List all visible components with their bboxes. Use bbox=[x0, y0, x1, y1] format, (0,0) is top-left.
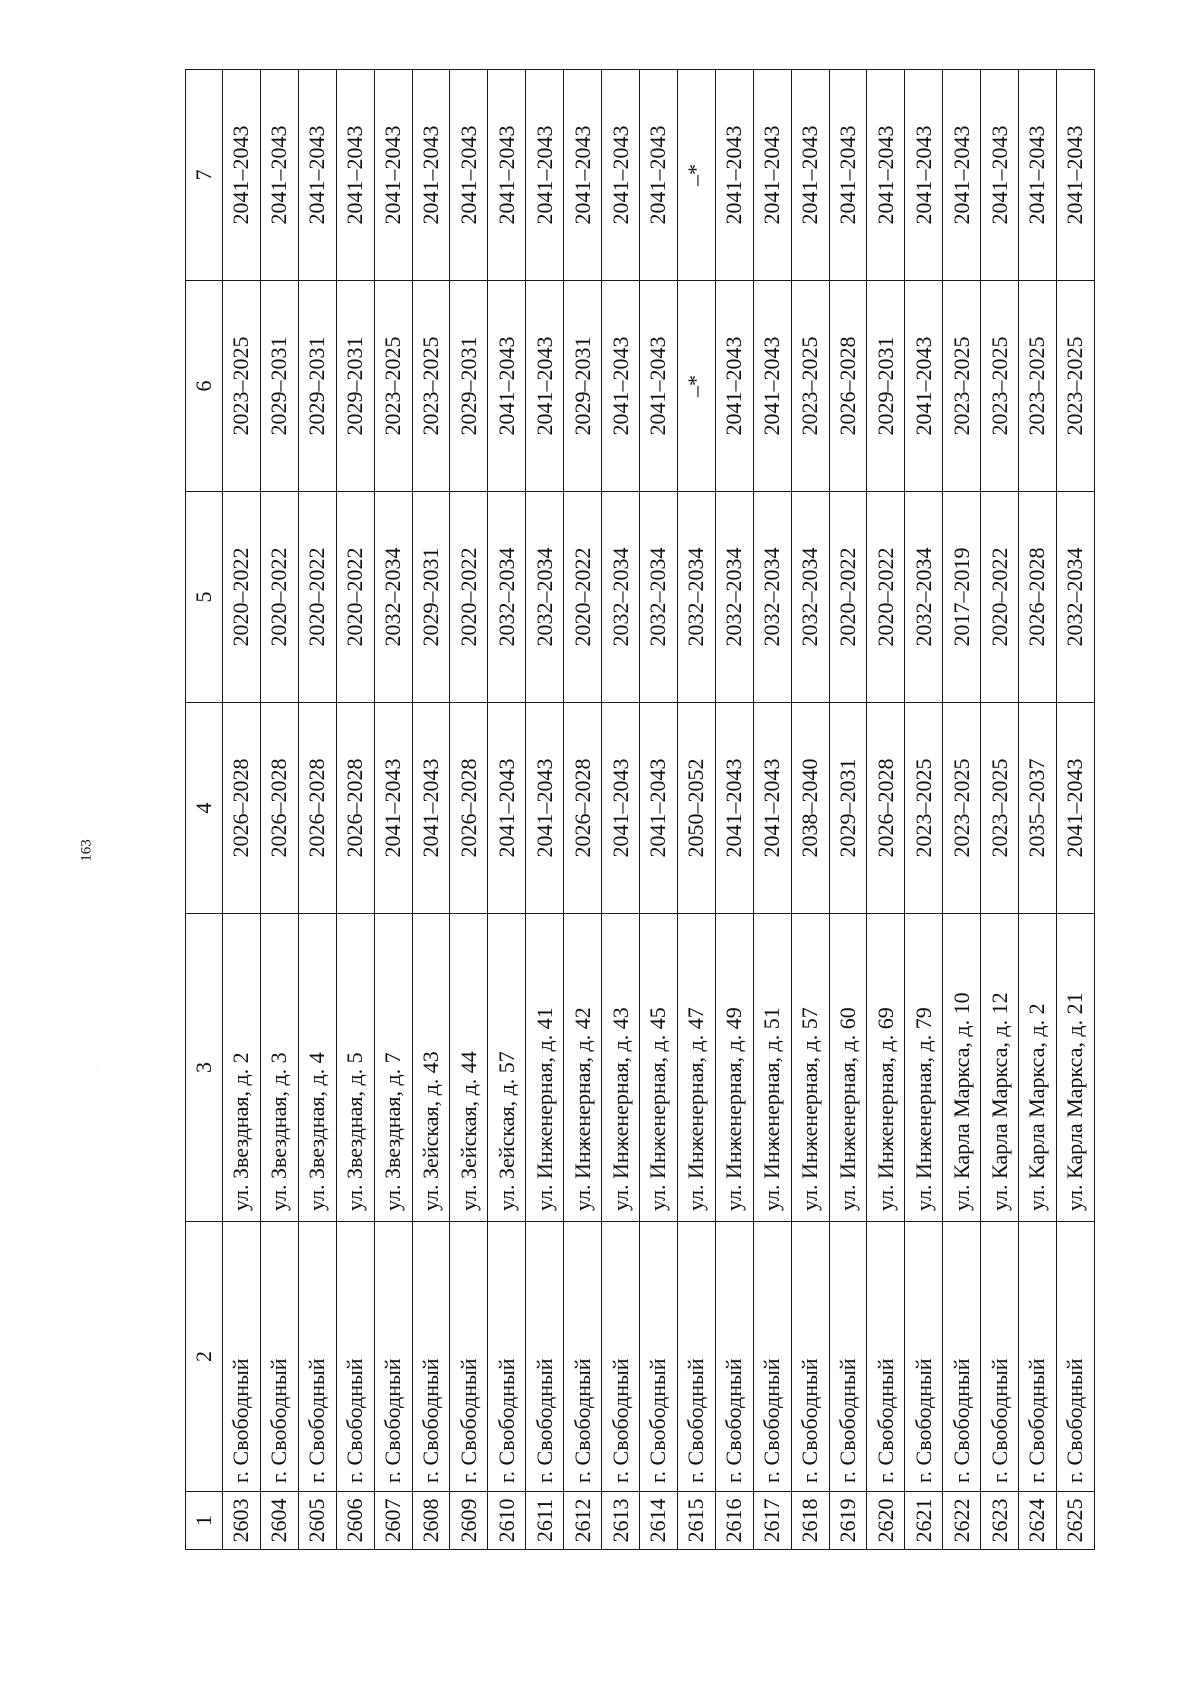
city-cell: г. Свободный bbox=[450, 1222, 488, 1492]
period-cell-4: 2026–2028 bbox=[336, 703, 374, 914]
period-cell-4: 2029–2031 bbox=[829, 703, 867, 914]
period-cell-7: 2041–2043 bbox=[526, 70, 564, 281]
period-cell-6: 2029–2031 bbox=[298, 281, 336, 492]
data-table bbox=[185, 69, 1095, 1550]
address-cell: ул. Инженерная, д. 60 bbox=[829, 914, 867, 1222]
column-header-3: 3 bbox=[186, 914, 223, 1222]
city-cell: г. Свободный bbox=[488, 1222, 526, 1492]
address-cell: ул. Карла Маркса, д. 21 bbox=[1056, 914, 1094, 1222]
city-cell: г. Свободный bbox=[791, 1222, 829, 1492]
period-cell-4: 2023–2025 bbox=[981, 703, 1019, 914]
period-cell-7: 2041–2043 bbox=[943, 70, 981, 281]
row-number: 2612 bbox=[564, 1492, 602, 1550]
period-cell-5: 2020–2022 bbox=[260, 492, 298, 703]
table-row bbox=[336, 70, 374, 1550]
address-cell: ул. Зейская, д. 44 bbox=[450, 914, 488, 1222]
table-row bbox=[943, 70, 981, 1550]
period-cell-4: 2041–2043 bbox=[526, 703, 564, 914]
column-header-1: 1 bbox=[186, 1492, 223, 1550]
period-cell-6: 2023–2025 bbox=[1019, 281, 1057, 492]
row-number: 2615 bbox=[677, 1492, 715, 1550]
period-cell-5: 2020–2022 bbox=[867, 492, 905, 703]
period-cell-6: 2029–2031 bbox=[564, 281, 602, 492]
period-cell-4: 2050–2052 bbox=[677, 703, 715, 914]
row-number: 2604 bbox=[260, 1492, 298, 1550]
row-number: 2606 bbox=[336, 1492, 374, 1550]
period-cell-5: 2032–2034 bbox=[526, 492, 564, 703]
period-cell-4: 2026–2028 bbox=[223, 703, 261, 914]
period-cell-6: 2029–2031 bbox=[336, 281, 374, 492]
address-cell: ул. Инженерная, д. 51 bbox=[753, 914, 791, 1222]
period-cell-6: 2041–2043 bbox=[753, 281, 791, 492]
period-cell-5: 2020–2022 bbox=[298, 492, 336, 703]
period-cell-5: 2032–2034 bbox=[677, 492, 715, 703]
table-row bbox=[488, 70, 526, 1550]
column-header-6: 6 bbox=[186, 281, 223, 492]
period-cell-4: 2026–2028 bbox=[260, 703, 298, 914]
period-cell-7: 2041–2043 bbox=[1019, 70, 1057, 281]
period-cell-6: 2029–2031 bbox=[867, 281, 905, 492]
period-cell-7: 2041–2043 bbox=[753, 70, 791, 281]
period-cell-6: 2041–2043 bbox=[488, 281, 526, 492]
address-cell: ул. Инженерная, д. 69 bbox=[867, 914, 905, 1222]
city-cell: г. Свободный bbox=[374, 1222, 412, 1492]
period-cell-7: 2041–2043 bbox=[298, 70, 336, 281]
period-cell-7: 2041–2043 bbox=[602, 70, 640, 281]
period-cell-7: 2041–2043 bbox=[223, 70, 261, 281]
table-row bbox=[677, 70, 715, 1550]
period-cell-5: 2032–2034 bbox=[602, 492, 640, 703]
period-cell-7: 2041–2043 bbox=[981, 70, 1019, 281]
address-cell: ул. Инженерная, д. 42 bbox=[564, 914, 602, 1222]
period-cell-6: 2023–2025 bbox=[412, 281, 450, 492]
period-cell-4: 2041–2043 bbox=[753, 703, 791, 914]
period-cell-7: 2041–2043 bbox=[450, 70, 488, 281]
table-row bbox=[374, 70, 412, 1550]
city-cell: г. Свободный bbox=[677, 1222, 715, 1492]
period-cell-6: –* bbox=[677, 281, 715, 492]
period-cell-5: 2020–2022 bbox=[564, 492, 602, 703]
period-cell-7: 2041–2043 bbox=[412, 70, 450, 281]
column-header-2: 2 bbox=[186, 1222, 223, 1492]
table-header-row bbox=[186, 70, 223, 1550]
address-cell: ул. Звездная, д. 4 bbox=[298, 914, 336, 1222]
period-cell-4: 2041–2043 bbox=[488, 703, 526, 914]
address-cell: ул. Звездная, д. 2 bbox=[223, 914, 261, 1222]
city-cell: г. Свободный bbox=[905, 1222, 943, 1492]
address-cell: ул. Инженерная, д. 57 bbox=[791, 914, 829, 1222]
address-cell: ул. Звездная, д. 3 bbox=[260, 914, 298, 1222]
period-cell-6: 2023–2025 bbox=[791, 281, 829, 492]
city-cell: г. Свободный bbox=[829, 1222, 867, 1492]
period-cell-7: 2041–2043 bbox=[829, 70, 867, 281]
address-cell: ул. Звездная, д. 5 bbox=[336, 914, 374, 1222]
period-cell-6: 2023–2025 bbox=[223, 281, 261, 492]
table-row bbox=[1056, 70, 1094, 1550]
row-number: 2611 bbox=[526, 1492, 564, 1550]
period-cell-6: 2041–2043 bbox=[526, 281, 564, 492]
table-row bbox=[260, 70, 298, 1550]
row-number: 2610 bbox=[488, 1492, 526, 1550]
period-cell-7: 2041–2043 bbox=[564, 70, 602, 281]
address-cell: ул. Инженерная, д. 47 bbox=[677, 914, 715, 1222]
address-cell: ул. Карла Маркса, д. 2 bbox=[1019, 914, 1057, 1222]
city-cell: г. Свободный bbox=[298, 1222, 336, 1492]
period-cell-7: 2041–2043 bbox=[905, 70, 943, 281]
city-cell: г. Свободный bbox=[602, 1222, 640, 1492]
period-cell-4: 2023–2025 bbox=[943, 703, 981, 914]
period-cell-5: 2032–2034 bbox=[374, 492, 412, 703]
address-cell: ул. Инженерная, д. 49 bbox=[715, 914, 753, 1222]
table-row bbox=[829, 70, 867, 1550]
period-cell-4: 2026–2028 bbox=[564, 703, 602, 914]
city-cell: г. Свободный bbox=[412, 1222, 450, 1492]
period-cell-5: 2032–2034 bbox=[791, 492, 829, 703]
period-cell-6: 2026–2028 bbox=[829, 281, 867, 492]
address-cell: ул. Инженерная, д. 79 bbox=[905, 914, 943, 1222]
table-row bbox=[753, 70, 791, 1550]
period-cell-5: 2032–2034 bbox=[753, 492, 791, 703]
row-number: 2621 bbox=[905, 1492, 943, 1550]
column-header-4: 4 bbox=[186, 703, 223, 914]
city-cell: г. Свободный bbox=[715, 1222, 753, 1492]
column-header-5: 5 bbox=[186, 492, 223, 703]
table-row bbox=[981, 70, 1019, 1550]
table-row bbox=[223, 70, 261, 1550]
table-row bbox=[412, 70, 450, 1550]
address-cell: ул. Инженерная, д. 45 bbox=[639, 914, 677, 1222]
period-cell-4: 2041–2043 bbox=[639, 703, 677, 914]
city-cell: г. Свободный bbox=[336, 1222, 374, 1492]
table-row bbox=[867, 70, 905, 1550]
row-number: 2613 bbox=[602, 1492, 640, 1550]
period-cell-5: 2020–2022 bbox=[223, 492, 261, 703]
period-cell-4: 2041–2043 bbox=[715, 703, 753, 914]
period-cell-5: 2026–2028 bbox=[1019, 492, 1057, 703]
period-cell-7: 2041–2043 bbox=[791, 70, 829, 281]
table-container bbox=[185, 70, 1095, 1550]
row-number: 2619 bbox=[829, 1492, 867, 1550]
city-cell: г. Свободный bbox=[867, 1222, 905, 1492]
period-cell-4: 2026–2028 bbox=[450, 703, 488, 914]
period-cell-4: 2041–2043 bbox=[412, 703, 450, 914]
table-row bbox=[905, 70, 943, 1550]
period-cell-5: 2029–2031 bbox=[412, 492, 450, 703]
period-cell-7: 2041–2043 bbox=[867, 70, 905, 281]
period-cell-5: 2032–2034 bbox=[905, 492, 943, 703]
column-header-7: 7 bbox=[186, 70, 223, 281]
period-cell-5: 2017–2019 bbox=[943, 492, 981, 703]
period-cell-4: 2041–2043 bbox=[374, 703, 412, 914]
period-cell-4: 2041–2043 bbox=[1056, 703, 1094, 914]
city-cell: г. Свободный bbox=[223, 1222, 261, 1492]
city-cell: г. Свободный bbox=[639, 1222, 677, 1492]
period-cell-7: 2041–2043 bbox=[715, 70, 753, 281]
row-number: 2616 bbox=[715, 1492, 753, 1550]
period-cell-6: 2041–2043 bbox=[905, 281, 943, 492]
table-row bbox=[298, 70, 336, 1550]
period-cell-7: 2041–2043 bbox=[1056, 70, 1094, 281]
period-cell-6: 2023–2025 bbox=[374, 281, 412, 492]
row-number: 2614 bbox=[639, 1492, 677, 1550]
table-row bbox=[715, 70, 753, 1550]
period-cell-6: 2023–2025 bbox=[943, 281, 981, 492]
period-cell-4: 2035–2037 bbox=[1019, 703, 1057, 914]
row-number: 2617 bbox=[753, 1492, 791, 1550]
address-cell: ул. Карла Маркса, д. 12 bbox=[981, 914, 1019, 1222]
table-row bbox=[1019, 70, 1057, 1550]
scan-speck: · bbox=[96, 1062, 99, 1072]
row-number: 2603 bbox=[223, 1492, 261, 1550]
table-row bbox=[791, 70, 829, 1550]
period-cell-7: –* bbox=[677, 70, 715, 281]
period-cell-6: 2023–2025 bbox=[981, 281, 1019, 492]
address-cell: ул. Инженерная, д. 43 bbox=[602, 914, 640, 1222]
period-cell-5: 2032–2034 bbox=[1056, 492, 1094, 703]
period-cell-7: 2041–2043 bbox=[336, 70, 374, 281]
row-number: 2620 bbox=[867, 1492, 905, 1550]
address-cell: ул. Зейская, д. 57 bbox=[488, 914, 526, 1222]
city-cell: г. Свободный bbox=[1056, 1222, 1094, 1492]
address-cell: ул. Карла Маркса, д. 10 bbox=[943, 914, 981, 1222]
row-number: 2607 bbox=[374, 1492, 412, 1550]
period-cell-5: 2032–2034 bbox=[715, 492, 753, 703]
row-number: 2605 bbox=[298, 1492, 336, 1550]
period-cell-5: 2020–2022 bbox=[336, 492, 374, 703]
period-cell-7: 2041–2043 bbox=[374, 70, 412, 281]
period-cell-6: 2023–2025 bbox=[1056, 281, 1094, 492]
row-number: 2623 bbox=[981, 1492, 1019, 1550]
city-cell: г. Свободный bbox=[943, 1222, 981, 1492]
row-number: 2622 bbox=[943, 1492, 981, 1550]
table-row bbox=[526, 70, 564, 1550]
period-cell-4: 2026–2028 bbox=[298, 703, 336, 914]
page-number: 163 bbox=[78, 839, 95, 862]
table-row bbox=[602, 70, 640, 1550]
row-number: 2625 bbox=[1056, 1492, 1094, 1550]
period-cell-5: 2032–2034 bbox=[488, 492, 526, 703]
period-cell-6: 2029–2031 bbox=[260, 281, 298, 492]
table-body bbox=[223, 70, 1095, 1550]
period-cell-4: 2026–2028 bbox=[867, 703, 905, 914]
row-number: 2608 bbox=[412, 1492, 450, 1550]
address-cell: ул. Инженерная, д. 41 bbox=[526, 914, 564, 1222]
period-cell-4: 2038–2040 bbox=[791, 703, 829, 914]
period-cell-5: 2020–2022 bbox=[450, 492, 488, 703]
period-cell-4: 2041–2043 bbox=[602, 703, 640, 914]
city-cell: г. Свободный bbox=[1019, 1222, 1057, 1492]
city-cell: г. Свободный bbox=[753, 1222, 791, 1492]
row-number: 2618 bbox=[791, 1492, 829, 1550]
period-cell-6: 2041–2043 bbox=[602, 281, 640, 492]
city-cell: г. Свободный bbox=[981, 1222, 1019, 1492]
period-cell-5: 2020–2022 bbox=[829, 492, 867, 703]
city-cell: г. Свободный bbox=[564, 1222, 602, 1492]
period-cell-7: 2041–2043 bbox=[260, 70, 298, 281]
period-cell-4: 2023–2025 bbox=[905, 703, 943, 914]
table-row bbox=[450, 70, 488, 1550]
period-cell-5: 2020–2022 bbox=[981, 492, 1019, 703]
address-cell: ул. Звездная, д. 7 bbox=[374, 914, 412, 1222]
period-cell-6: 2029–2031 bbox=[450, 281, 488, 492]
row-number: 2609 bbox=[450, 1492, 488, 1550]
table-row bbox=[639, 70, 677, 1550]
address-cell: ул. Зейская, д. 43 bbox=[412, 914, 450, 1222]
period-cell-6: 2041–2043 bbox=[639, 281, 677, 492]
period-cell-7: 2041–2043 bbox=[488, 70, 526, 281]
row-number: 2624 bbox=[1019, 1492, 1057, 1550]
city-cell: г. Свободный bbox=[260, 1222, 298, 1492]
city-cell: г. Свободный bbox=[526, 1222, 564, 1492]
period-cell-6: 2041–2043 bbox=[715, 281, 753, 492]
period-cell-7: 2041–2043 bbox=[639, 70, 677, 281]
table-row bbox=[564, 70, 602, 1550]
period-cell-5: 2032–2034 bbox=[639, 492, 677, 703]
